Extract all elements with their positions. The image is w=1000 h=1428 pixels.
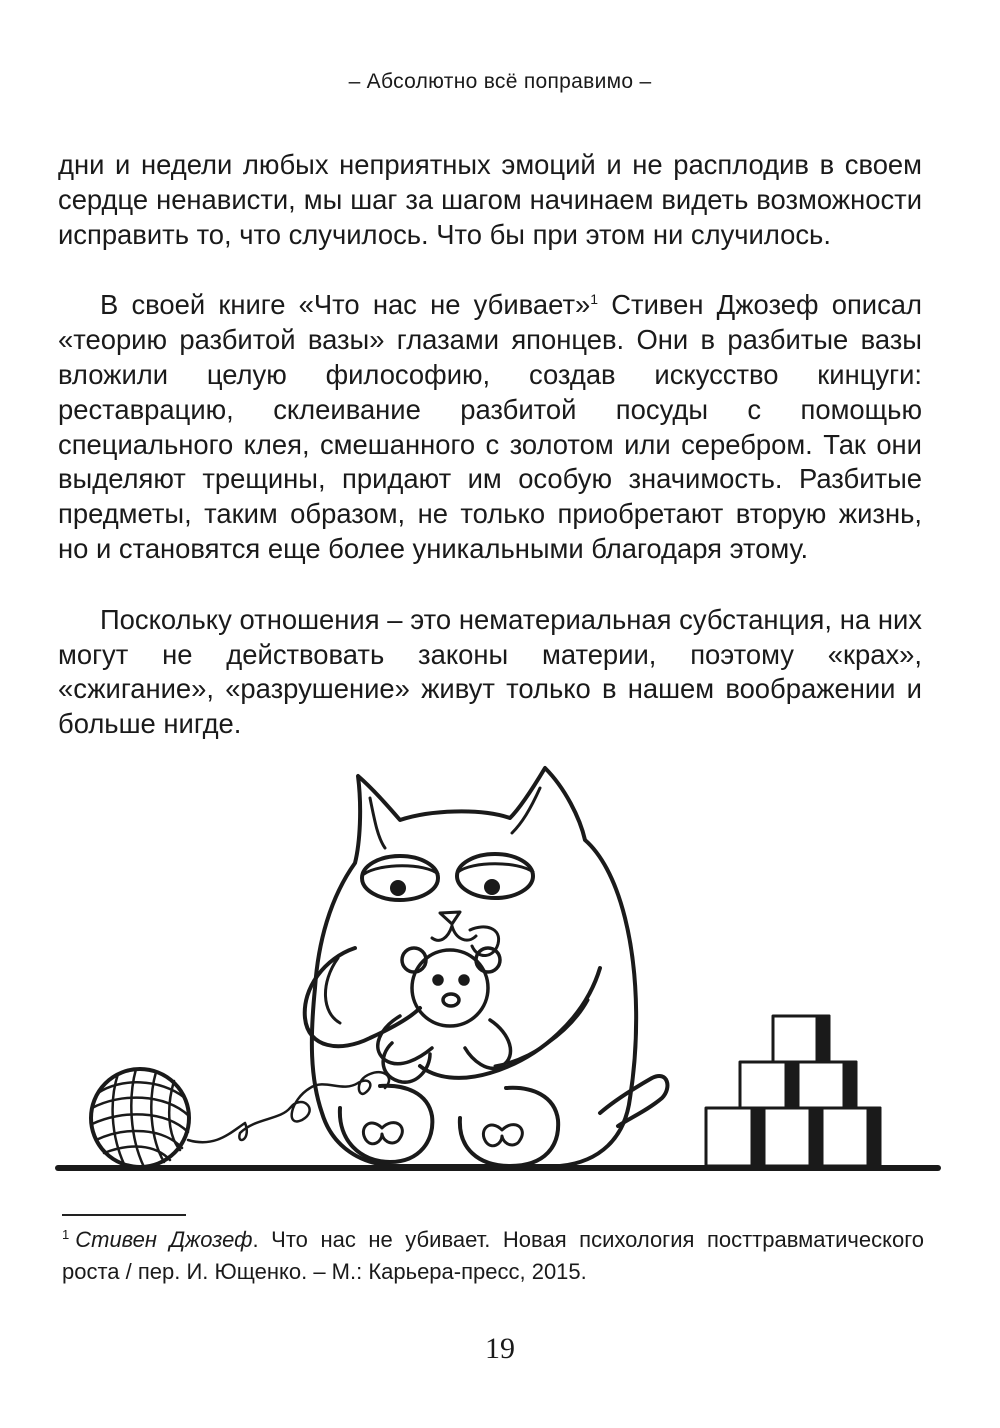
body-text — [58, 148, 922, 742]
footnote-author: Стивен Джозеф — [75, 1227, 253, 1252]
toy-blocks — [706, 1016, 880, 1166]
yarn-ball — [91, 1069, 189, 1167]
footnote-reference[interactable]: 1 — [590, 291, 599, 308]
footnote-mark: 1 — [62, 1227, 70, 1242]
teddy-bear — [378, 948, 511, 1082]
footnote-text: . Что нас не убивает. Новая психология посттравматического роста / пер. И. Ющенко. – М.: Карьера-пресс, 2015. — [62, 1227, 924, 1284]
footnote — [62, 1224, 924, 1288]
page-number: 19 — [485, 1332, 515, 1365]
cat-mouth — [432, 926, 476, 940]
cat-illustration — [40, 748, 960, 1188]
paragraph-2-part-2: Стивен Джозеф описал «теорию разбитой вазы» глазами японцев. Они в разбитые вазы вложили целую философию, создав искусство кинцуги: реставрацию, склеивание разбитой посуды с помощью специального клея, смешанного с золотом или серебром. Так они выделяют трещины, придают им особую значимость. Разбитые предметы, таким образом, не только приобретают вторую жизнь, но и становятся еще более уникальными благодаря этому. — [58, 289, 922, 564]
running-head: – Абсолютно всё поправимо – — [348, 70, 652, 93]
paragraph-2-part-1: В своей книге «Что нас не убивает» — [100, 289, 591, 321]
paragraph-3: Поскольку отношения – это нематериальная субстанция, на них могут не действовать законы материи, поэтому «крах», «сжигание», «разрушение» живут только в нашем воображении и больше нигде. — [58, 603, 922, 740]
cat-nose — [440, 912, 460, 924]
cat-body — [312, 768, 636, 1166]
footnote-divider — [62, 1214, 186, 1216]
cat-eyes — [362, 854, 533, 900]
paragraph-1: дни и недели любых неприятных эмоций и не расплодив в своем сердце ненависти, мы шаг за шагом начинаем видеть возможности исправить то, что случилось. Что бы при этом ни случилось. — [58, 149, 922, 250]
paragraph-2 — [58, 288, 922, 566]
yarn-thread — [188, 1072, 389, 1142]
